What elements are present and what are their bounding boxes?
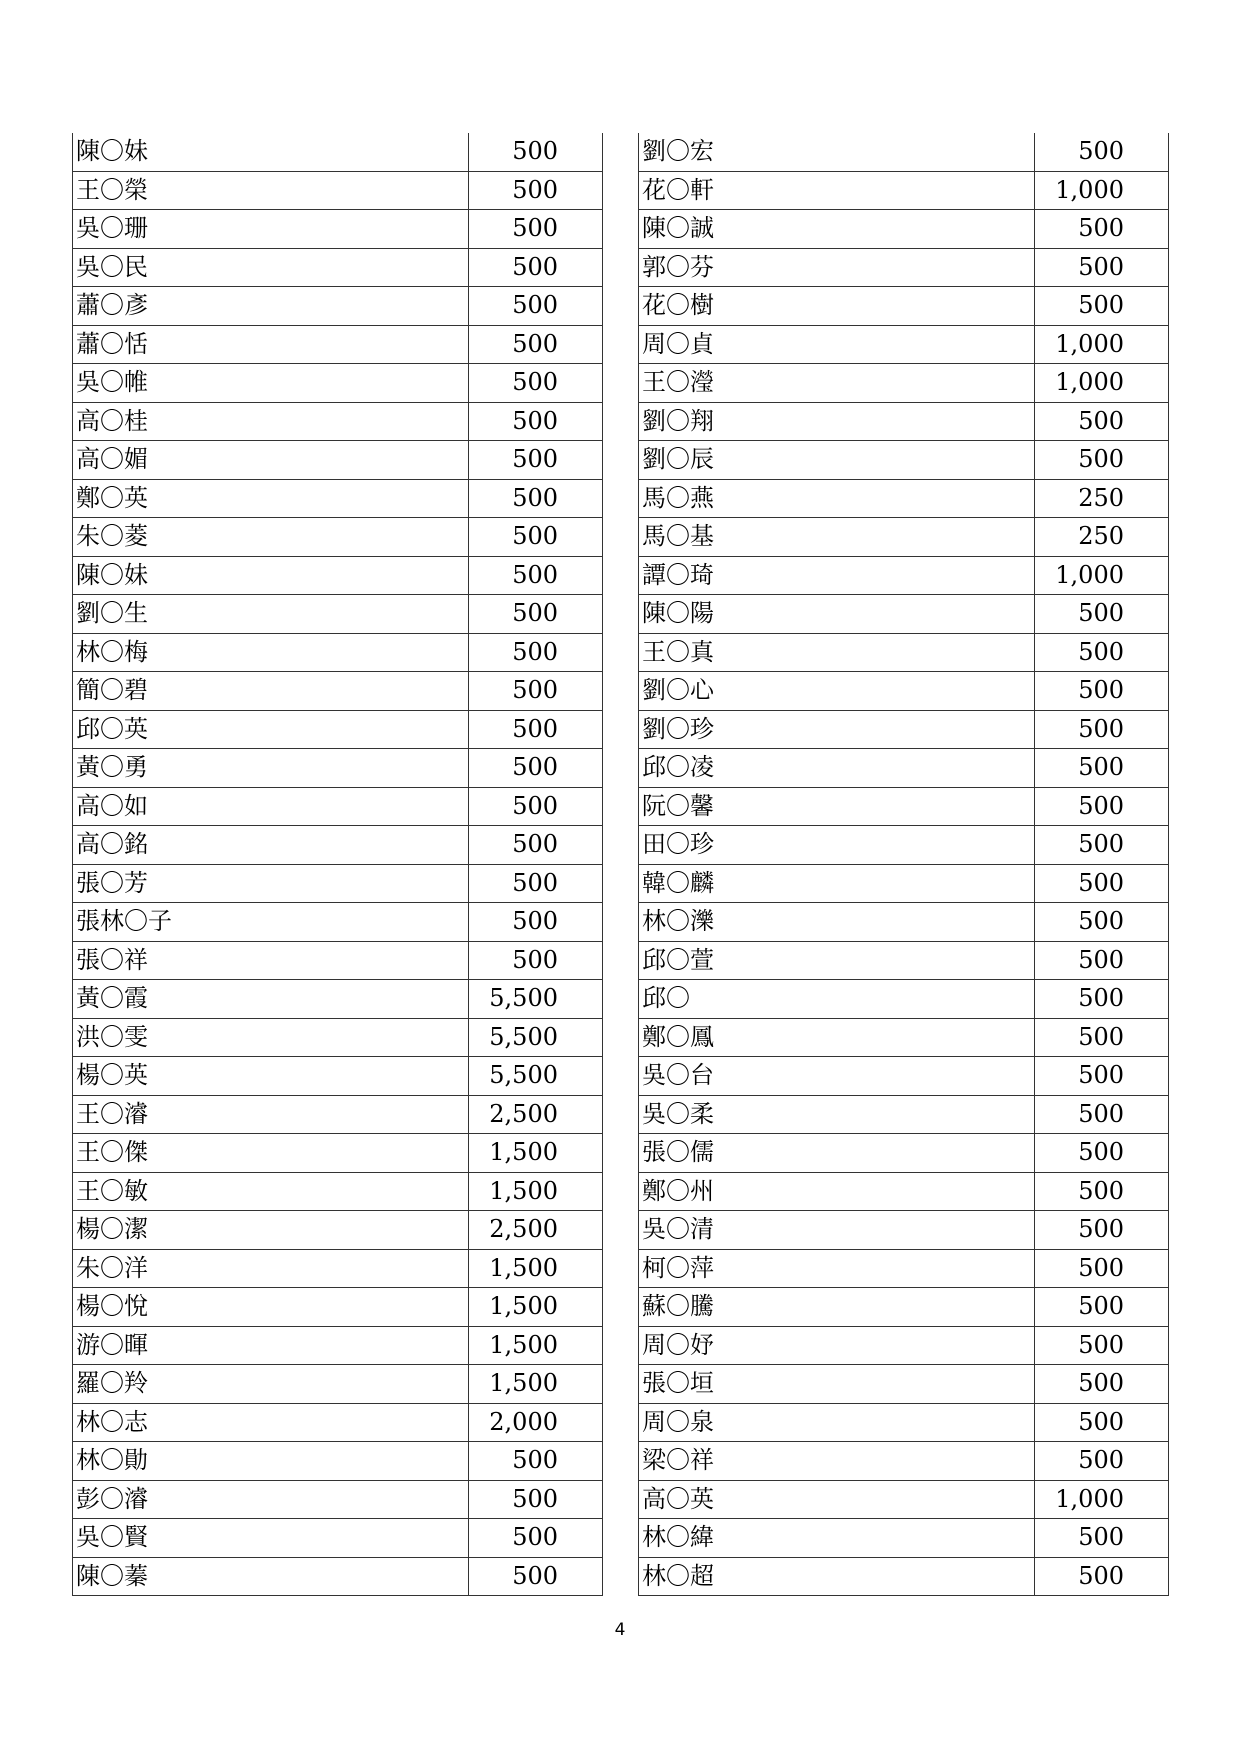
donation-amount: 500	[1035, 210, 1169, 249]
donation-amount: 500	[469, 1557, 603, 1596]
donation-amount: 1,500	[469, 1365, 603, 1404]
table-row	[639, 364, 1169, 403]
donor-name: 邱〇凌	[639, 749, 1035, 788]
donor-name: 郭〇芬	[639, 248, 1035, 287]
table-row	[639, 1211, 1169, 1250]
table-row	[73, 1172, 603, 1211]
table-row	[73, 1249, 603, 1288]
donation-amount: 500	[1035, 1403, 1169, 1442]
table-row	[639, 441, 1169, 480]
donation-amount: 500	[1035, 248, 1169, 287]
table-row	[639, 826, 1169, 865]
table-row	[639, 980, 1169, 1019]
donor-name: 邱〇英	[73, 710, 469, 749]
donation-amount: 500	[1035, 941, 1169, 980]
donor-name: 林〇緯	[639, 1519, 1035, 1558]
donor-name: 邱〇	[639, 980, 1035, 1019]
donation-amount: 500	[1035, 402, 1169, 441]
table-row	[73, 1018, 603, 1057]
table-row	[639, 556, 1169, 595]
donation-amount: 5,500	[469, 1057, 603, 1096]
donation-amount: 500	[1035, 441, 1169, 480]
table-row	[73, 1519, 603, 1558]
donation-amount: 500	[469, 1519, 603, 1558]
donor-name: 王〇濬	[73, 1095, 469, 1134]
donation-amount: 500	[469, 595, 603, 634]
table-row	[639, 1134, 1169, 1173]
donation-amount: 500	[1035, 287, 1169, 326]
donation-amount: 500	[469, 210, 603, 249]
table-row	[639, 171, 1169, 210]
table-row	[73, 1403, 603, 1442]
table-row	[73, 1057, 603, 1096]
donation-amount: 500	[469, 864, 603, 903]
donor-name: 邱〇萱	[639, 941, 1035, 980]
donation-amount: 250	[1035, 479, 1169, 518]
table-row	[639, 210, 1169, 249]
table-row	[73, 1134, 603, 1173]
donation-amount: 1,500	[469, 1172, 603, 1211]
donor-name: 林〇勛	[73, 1442, 469, 1481]
donation-amount: 1,500	[469, 1249, 603, 1288]
donation-amount: 1,000	[1035, 325, 1169, 364]
donor-name: 楊〇悅	[73, 1288, 469, 1327]
table-row	[73, 479, 603, 518]
donor-name: 鄭〇州	[639, 1172, 1035, 1211]
table-row	[73, 1557, 603, 1596]
donation-amount: 500	[469, 441, 603, 480]
donor-name: 彭〇濬	[73, 1480, 469, 1519]
donation-amount: 2,500	[469, 1095, 603, 1134]
table-row	[73, 749, 603, 788]
table-row	[639, 287, 1169, 326]
table-row	[73, 248, 603, 287]
donor-table-right-body	[639, 133, 1169, 1596]
table-row	[639, 1442, 1169, 1481]
donation-amount: 2,500	[469, 1211, 603, 1250]
table-row	[639, 248, 1169, 287]
donor-name: 吳〇柔	[639, 1095, 1035, 1134]
donation-amount: 500	[469, 402, 603, 441]
table-row	[73, 1480, 603, 1519]
donor-name: 劉〇心	[639, 672, 1035, 711]
table-row	[639, 518, 1169, 557]
donor-name: 阮〇馨	[639, 787, 1035, 826]
donor-name: 馬〇燕	[639, 479, 1035, 518]
donor-name: 鄭〇鳳	[639, 1018, 1035, 1057]
table-row	[639, 787, 1169, 826]
table-row	[639, 864, 1169, 903]
donor-name: 陳〇蓁	[73, 1557, 469, 1596]
table-row	[73, 672, 603, 711]
donor-name: 劉〇辰	[639, 441, 1035, 480]
donor-name: 王〇敏	[73, 1172, 469, 1211]
donor-name: 柯〇萍	[639, 1249, 1035, 1288]
donation-amount: 500	[1035, 826, 1169, 865]
table-row	[73, 1288, 603, 1327]
donation-amount: 500	[1035, 749, 1169, 788]
table-row	[73, 325, 603, 364]
donation-amount: 500	[469, 171, 603, 210]
donation-amount: 5,500	[469, 980, 603, 1019]
table-row	[73, 980, 603, 1019]
donor-name: 林〇志	[73, 1403, 469, 1442]
donation-amount: 500	[1035, 787, 1169, 826]
donation-amount: 1,500	[469, 1134, 603, 1173]
donor-name: 鄭〇英	[73, 479, 469, 518]
table-row	[639, 749, 1169, 788]
donor-name: 周〇妤	[639, 1326, 1035, 1365]
donation-amount: 500	[469, 1442, 603, 1481]
donor-name: 高〇銘	[73, 826, 469, 865]
donor-name: 吳〇民	[73, 248, 469, 287]
donor-name: 張〇祥	[73, 941, 469, 980]
page-number: 4	[614, 1620, 626, 1640]
table-row	[639, 1172, 1169, 1211]
donation-amount: 500	[1035, 1442, 1169, 1481]
donor-name: 周〇貞	[639, 325, 1035, 364]
table-row	[73, 1326, 603, 1365]
donor-name: 陳〇誠	[639, 210, 1035, 249]
table-row	[73, 1211, 603, 1250]
donation-amount: 500	[469, 287, 603, 326]
donor-name: 譚〇琦	[639, 556, 1035, 595]
table-row	[639, 1018, 1169, 1057]
donation-amount: 500	[1035, 1057, 1169, 1096]
table-row	[73, 903, 603, 942]
donation-amount: 1,000	[1035, 171, 1169, 210]
table-row	[73, 133, 603, 171]
donation-amount: 500	[469, 826, 603, 865]
donation-amount: 500	[1035, 1211, 1169, 1250]
donor-table-left	[72, 133, 603, 1596]
donation-amount: 500	[1035, 1095, 1169, 1134]
table-row	[639, 1057, 1169, 1096]
donor-name: 田〇珍	[639, 826, 1035, 865]
table-row	[639, 1480, 1169, 1519]
donor-name: 高〇桂	[73, 402, 469, 441]
table-row	[639, 133, 1169, 171]
table-row	[73, 710, 603, 749]
donation-amount: 500	[469, 556, 603, 595]
table-row	[73, 787, 603, 826]
donor-name: 劉〇生	[73, 595, 469, 634]
donation-amount: 500	[1035, 903, 1169, 942]
donation-amount: 1,000	[1035, 556, 1169, 595]
donor-name: 楊〇潔	[73, 1211, 469, 1250]
table-row	[639, 479, 1169, 518]
donation-amount: 500	[1035, 595, 1169, 634]
donor-name: 吳〇帷	[73, 364, 469, 403]
table-row	[73, 1095, 603, 1134]
donor-name: 劉〇宏	[639, 133, 1035, 171]
donor-name: 劉〇珍	[639, 710, 1035, 749]
donation-amount: 500	[1035, 672, 1169, 711]
donation-amount: 500	[469, 749, 603, 788]
table-row	[639, 402, 1169, 441]
table-row	[73, 171, 603, 210]
table-row	[639, 1519, 1169, 1558]
table-row	[73, 441, 603, 480]
donation-amount: 1,000	[1035, 1480, 1169, 1519]
donor-name: 張林〇子	[73, 903, 469, 942]
donor-name: 陳〇妹	[73, 556, 469, 595]
table-row	[73, 1442, 603, 1481]
donation-amount: 500	[1035, 1249, 1169, 1288]
donation-amount: 500	[1035, 1326, 1169, 1365]
donor-name: 蘇〇騰	[639, 1288, 1035, 1327]
table-row	[639, 1326, 1169, 1365]
table-row	[639, 633, 1169, 672]
donor-name: 蕭〇彥	[73, 287, 469, 326]
donation-amount: 1,000	[1035, 364, 1169, 403]
donation-amount: 500	[469, 1480, 603, 1519]
table-row	[73, 864, 603, 903]
donor-name: 吳〇珊	[73, 210, 469, 249]
donor-name: 黃〇霞	[73, 980, 469, 1019]
donor-name: 韓〇麟	[639, 864, 1035, 903]
table-row	[73, 595, 603, 634]
donation-amount: 500	[1035, 980, 1169, 1019]
donor-name: 朱〇菱	[73, 518, 469, 557]
donor-name: 游〇暉	[73, 1326, 469, 1365]
donor-name: 羅〇羚	[73, 1365, 469, 1404]
donor-name: 林〇濼	[639, 903, 1035, 942]
table-row	[73, 633, 603, 672]
table-row	[639, 941, 1169, 980]
donor-name: 劉〇翔	[639, 402, 1035, 441]
donation-amount: 500	[1035, 1172, 1169, 1211]
table-row	[639, 903, 1169, 942]
table-row	[639, 1249, 1169, 1288]
table-row	[73, 556, 603, 595]
table-row	[639, 672, 1169, 711]
donor-name: 吳〇台	[639, 1057, 1035, 1096]
donation-amount: 500	[1035, 633, 1169, 672]
donor-name: 林〇梅	[73, 633, 469, 672]
donor-name: 王〇瀅	[639, 364, 1035, 403]
donation-amount: 500	[469, 325, 603, 364]
table-row	[639, 1403, 1169, 1442]
donor-table-left-body	[73, 133, 603, 1596]
donation-amount: 1,500	[469, 1288, 603, 1327]
donor-name: 簡〇碧	[73, 672, 469, 711]
donation-amount: 500	[1035, 133, 1169, 171]
table-row	[73, 941, 603, 980]
donor-name: 花〇樹	[639, 287, 1035, 326]
donation-amount: 500	[469, 518, 603, 557]
donation-amount: 500	[469, 710, 603, 749]
table-row	[639, 1288, 1169, 1327]
donor-name: 高〇英	[639, 1480, 1035, 1519]
donation-amount: 500	[469, 133, 603, 171]
donor-name: 周〇泉	[639, 1403, 1035, 1442]
donation-amount: 500	[1035, 1557, 1169, 1596]
donation-amount: 2,000	[469, 1403, 603, 1442]
donor-name: 張〇垣	[639, 1365, 1035, 1404]
donation-amount: 500	[469, 941, 603, 980]
table-row	[639, 1095, 1169, 1134]
table-row	[73, 287, 603, 326]
donor-name: 洪〇雯	[73, 1018, 469, 1057]
donation-amount: 250	[1035, 518, 1169, 557]
table-row	[73, 1365, 603, 1404]
donor-name: 吳〇清	[639, 1211, 1035, 1250]
donation-amount: 500	[1035, 864, 1169, 903]
donation-amount: 500	[1035, 1134, 1169, 1173]
table-row	[639, 1557, 1169, 1596]
table-row	[73, 210, 603, 249]
table-row	[639, 1365, 1169, 1404]
donor-name: 陳〇妹	[73, 133, 469, 171]
donor-name: 梁〇祥	[639, 1442, 1035, 1481]
donation-amount: 500	[469, 479, 603, 518]
donor-name: 朱〇洋	[73, 1249, 469, 1288]
table-row	[73, 518, 603, 557]
donor-name: 黃〇勇	[73, 749, 469, 788]
donor-name: 蕭〇恬	[73, 325, 469, 364]
donor-name: 張〇芳	[73, 864, 469, 903]
donation-amount: 500	[1035, 1018, 1169, 1057]
donation-amount: 1,500	[469, 1326, 603, 1365]
table-row	[73, 402, 603, 441]
donation-amount: 5,500	[469, 1018, 603, 1057]
donor-name: 張〇儒	[639, 1134, 1035, 1173]
donation-amount: 500	[469, 248, 603, 287]
donor-name: 林〇超	[639, 1557, 1035, 1596]
donation-amount: 500	[469, 787, 603, 826]
donation-amount: 500	[1035, 1519, 1169, 1558]
donation-amount: 500	[469, 633, 603, 672]
donor-name: 高〇媚	[73, 441, 469, 480]
donor-name: 高〇如	[73, 787, 469, 826]
donor-name: 馬〇基	[639, 518, 1035, 557]
donation-amount: 500	[469, 364, 603, 403]
donor-name: 楊〇英	[73, 1057, 469, 1096]
donation-amount: 500	[1035, 1365, 1169, 1404]
donor-name: 花〇軒	[639, 171, 1035, 210]
donation-amount: 500	[1035, 1288, 1169, 1327]
table-row	[73, 364, 603, 403]
donor-name: 王〇傑	[73, 1134, 469, 1173]
donation-amount: 500	[469, 672, 603, 711]
donation-amount: 500	[469, 903, 603, 942]
donor-name: 王〇真	[639, 633, 1035, 672]
table-row	[639, 710, 1169, 749]
table-row	[639, 595, 1169, 634]
donor-name: 王〇榮	[73, 171, 469, 210]
donation-amount: 500	[1035, 710, 1169, 749]
donor-name: 吳〇賢	[73, 1519, 469, 1558]
table-row	[639, 325, 1169, 364]
table-row	[73, 826, 603, 865]
donor-name: 陳〇陽	[639, 595, 1035, 634]
donor-table-right	[638, 133, 1169, 1596]
